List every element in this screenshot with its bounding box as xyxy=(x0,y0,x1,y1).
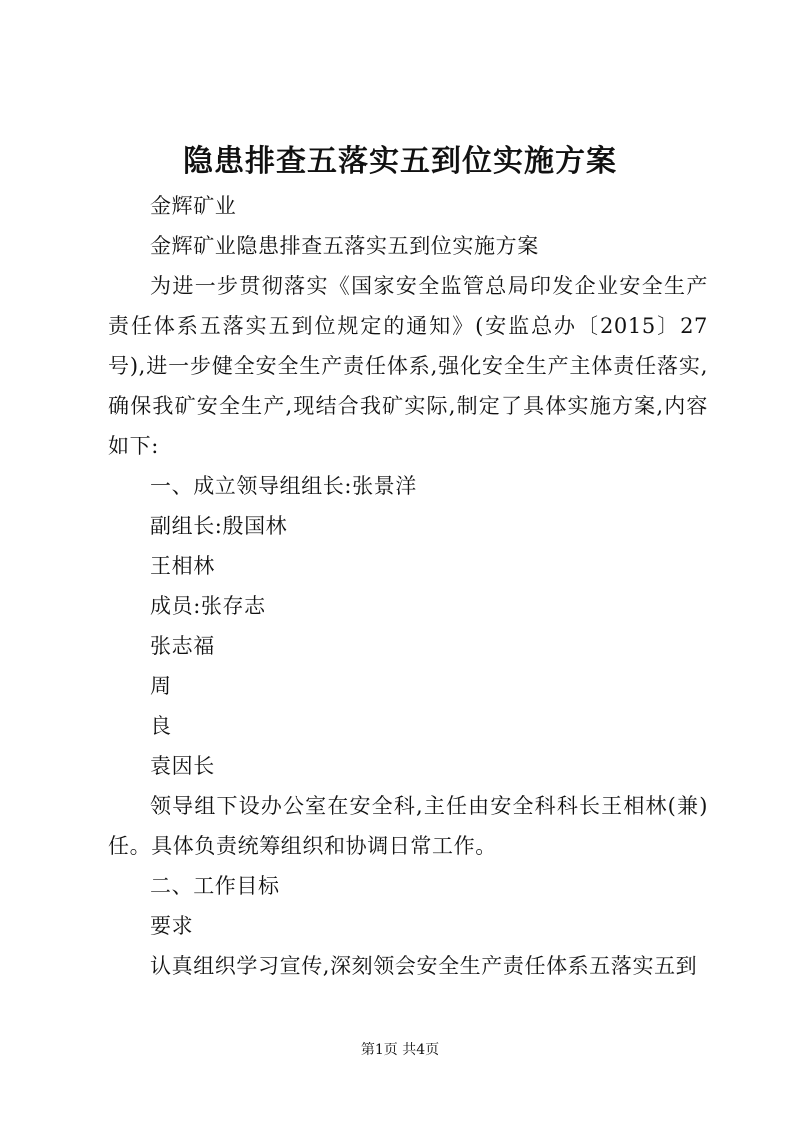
paragraph: 金辉矿业隐患排查五落实五到位实施方案 xyxy=(150,234,539,258)
paragraph: 良 xyxy=(150,714,172,738)
paragraph: 认真组织学习宣传,深刻领会安全生产责任体系五落实五到 xyxy=(150,954,698,978)
paragraph: 一、成立领导组组长:张景洋 xyxy=(150,474,417,498)
paragraph: 要求 xyxy=(150,914,194,938)
paragraph: 领导组下设办公室在安全科,主任由安全科科长王相林(兼)任。具体负责统筹组织和协调日常工作。 xyxy=(108,794,708,858)
paragraph: 副组长:殷国林 xyxy=(150,514,288,538)
page-number-footer: 第1页 共4页 xyxy=(360,1042,440,1058)
document-body xyxy=(108,186,708,986)
paragraph: 袁因长 xyxy=(150,754,215,778)
paragraph: 金辉矿业 xyxy=(150,194,237,218)
document-title: 隐患排查五落实五到位实施方案 xyxy=(183,144,617,179)
paragraph: 王相林 xyxy=(150,554,215,578)
paragraph: 为进一步贯彻落实《国家安全监管总局印发企业安全生产责任体系五落实五到位规定的通知》(安监总办〔2015〕27号),进一步健全安全生产责任体系,强化安全生产主体责任落实,确保我矿安全生产,现结合我矿实际,制定了具体实施方案,内容如下: xyxy=(108,274,708,458)
paragraph: 成员:张存志 xyxy=(150,594,266,618)
paragraph: 张志福 xyxy=(150,634,215,658)
paragraph: 二、工作目标 xyxy=(150,874,280,898)
paragraph: 周 xyxy=(150,674,172,698)
